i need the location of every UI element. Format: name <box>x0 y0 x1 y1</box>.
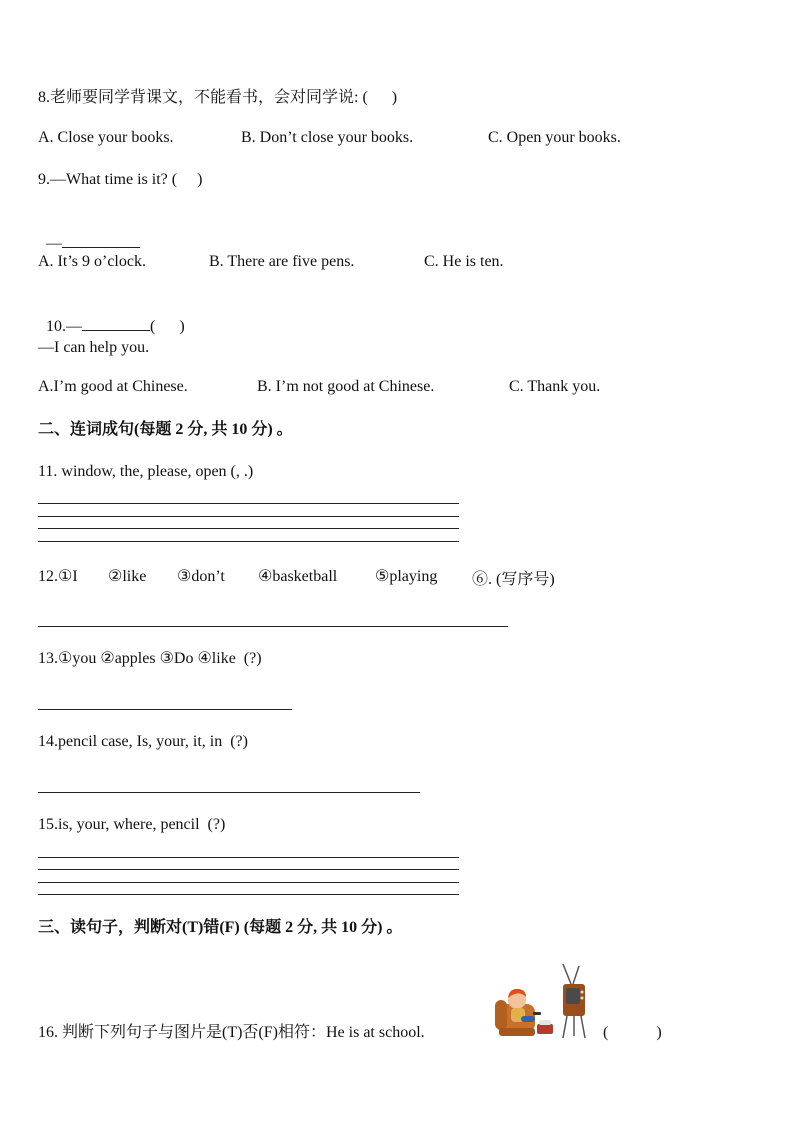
q12-writing-line[interactable] <box>38 626 508 627</box>
q12-word-6: ⑥. (写序号) <box>472 571 555 588</box>
q10-reply: —I can help you. <box>38 339 150 356</box>
q16-stem: 16. 判断下列句子与图片是(T)否(F)相符：He is at school. <box>38 1024 425 1041</box>
q9-stem: 9.—What time is it? ( ) <box>38 171 203 188</box>
boy-watching-tv-icon <box>493 962 593 1042</box>
q11-writing-line-1[interactable] <box>38 503 459 504</box>
q16-answer-paren[interactable]: ( ) <box>603 1024 662 1041</box>
q13-stem: 13.①you ②apples ③Do ④like (?) <box>38 650 262 667</box>
q11-writing-line-3[interactable] <box>38 528 459 529</box>
q9-answer-dash: — <box>46 235 62 252</box>
q12-word-2: ②like <box>108 568 147 585</box>
q10-stem-paren: ( ) <box>150 318 185 335</box>
q10-option-a: A.I’m good at Chinese. <box>38 378 188 395</box>
q10-option-c: C. Thank you. <box>509 378 601 395</box>
q15-stem: 15.is, your, where, pencil (?) <box>38 816 226 833</box>
q9-option-b: B. There are five pens. <box>209 253 355 270</box>
q14-stem: 14.pencil case, Is, your, it, in (?) <box>38 733 248 750</box>
q11-writing-line-2[interactable] <box>38 516 459 517</box>
q10-stem <box>38 296 185 337</box>
q9-option-a: A. It’s 9 o’clock. <box>38 253 146 270</box>
q10-stem-dash: 10.— <box>46 318 82 335</box>
q12-word-3: ③don’t <box>177 568 225 585</box>
q12-word-4: ④basketball <box>258 568 338 585</box>
section3-title: 三、读句子，判断对(T)错(F) (每题 2 分, 共 10 分) 。 <box>38 919 403 936</box>
q8-stem: 8.老师要同学背课文，不能看书，会对同学说: ( ) <box>38 89 398 106</box>
q15-writing-line-2[interactable] <box>38 869 459 870</box>
q11-stem: 11. window, the, please, open (, .) <box>38 463 254 480</box>
q8-option-b: B. Don’t close your books. <box>241 129 414 146</box>
q8-option-a: A. Close your books. <box>38 129 174 146</box>
q13-writing-line[interactable] <box>38 709 292 710</box>
q12-word-5: ⑤playing <box>375 568 438 585</box>
q9-answer-blank[interactable] <box>62 233 140 248</box>
q10-option-b: B. I’m not good at Chinese. <box>257 378 435 395</box>
q15-writing-line-4[interactable] <box>38 894 459 895</box>
q14-writing-line[interactable] <box>38 792 420 793</box>
q10-answer-blank[interactable] <box>82 316 150 331</box>
q9-answer-line <box>38 213 140 254</box>
q9-option-c: C. He is ten. <box>424 253 504 270</box>
q15-writing-line-1[interactable] <box>38 857 459 858</box>
q11-writing-line-4[interactable] <box>38 541 459 542</box>
q12-word-1: 12.①I <box>38 568 78 585</box>
q15-writing-line-3[interactable] <box>38 882 459 883</box>
q8-option-c: C. Open your books. <box>488 129 621 146</box>
section2-title: 二、连词成句(每题 2 分, 共 10 分) 。 <box>38 421 293 438</box>
